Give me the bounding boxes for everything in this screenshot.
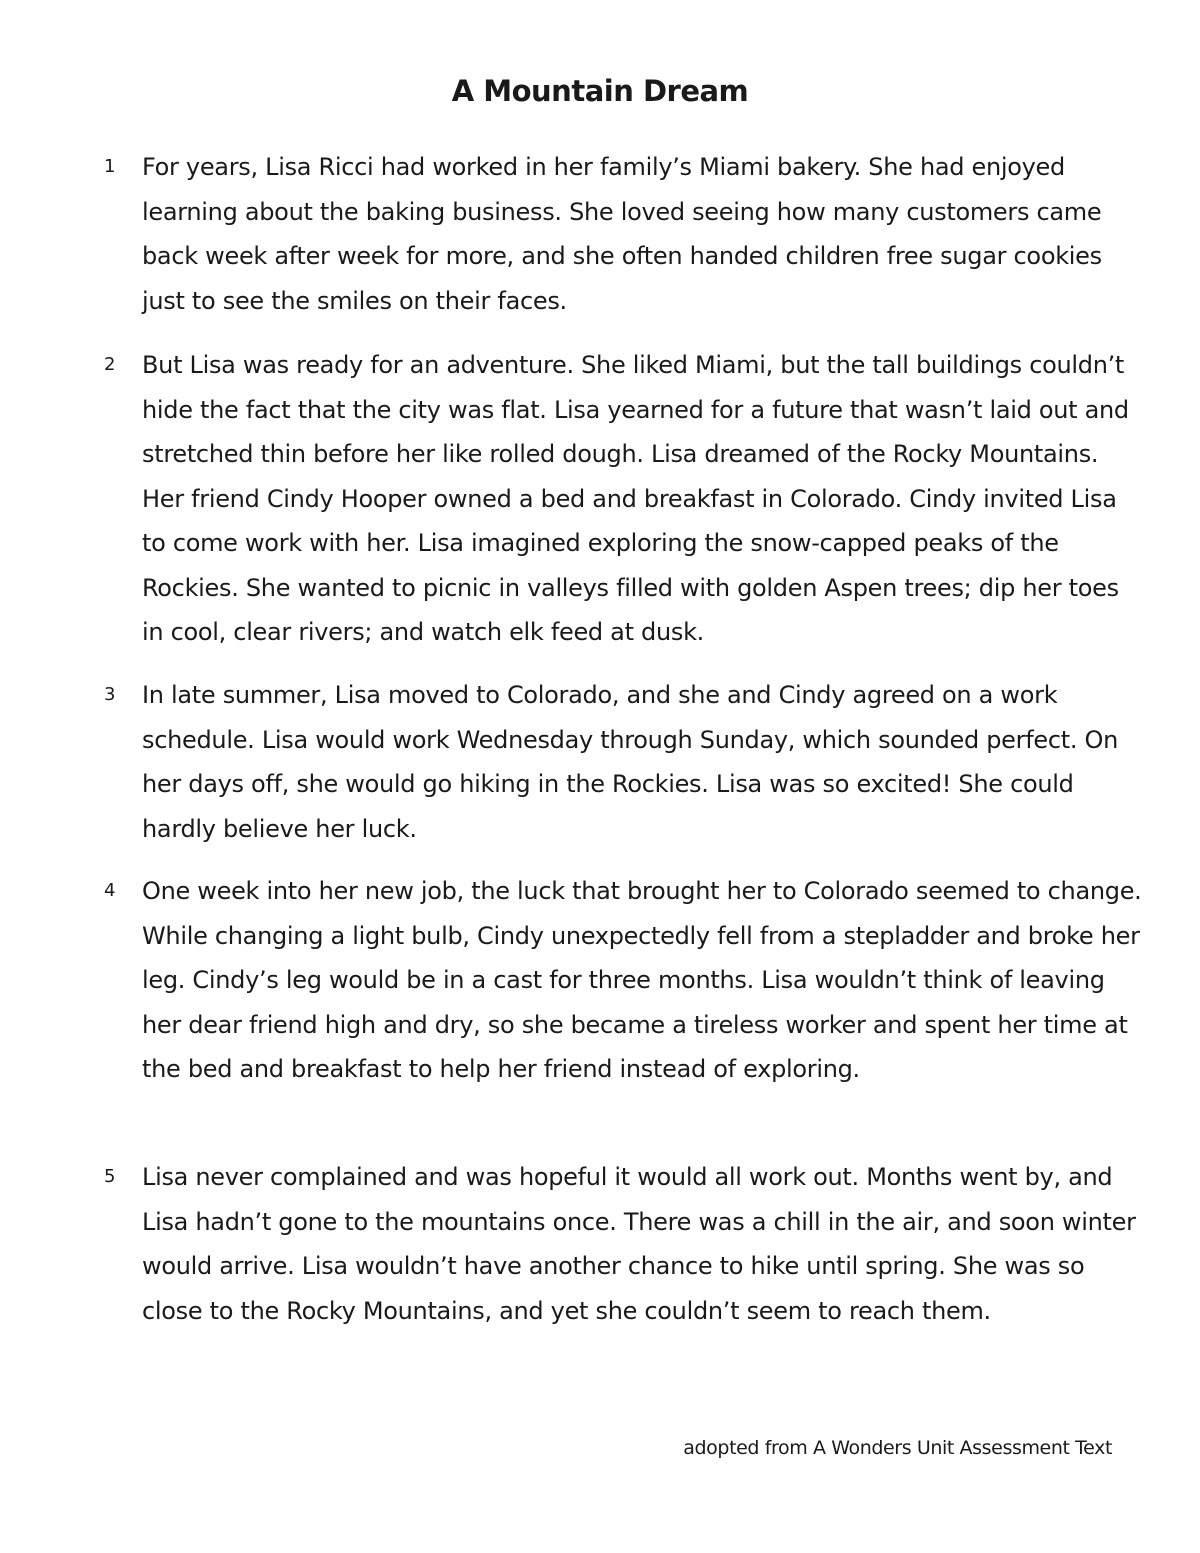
paragraph-number: 4: [104, 880, 116, 901]
paragraph-1: [104, 145, 1142, 323]
paragraph-number: 5: [104, 1166, 116, 1187]
paragraph-text: In late summer, Lisa moved to Colorado, and she and Cindy agreed on a work schedule. Lisa would work Wednesday through Sunday, which sounded perfect. On her days off, she would go hiking in the Rockies. Lisa was so excited! She could hardly believe her luck.: [142, 681, 1118, 843]
paragraph-number: 2: [104, 354, 116, 375]
paragraph-text: But Lisa was ready for an adventure. She liked Miami, but the tall buildings couldn’t hide the fact that the city was flat. Lisa yearned for a future that wasn’t laid out and stretched thin before her like rolled dough. Lisa dreamed of the Rocky Mountains. Her friend Cindy Hooper owned a bed and breakfast in Colorado. Cindy invited Lisa to come work with her. Lisa imagined exploring the snow-capped peaks of the Rockies. She wanted to picnic in valleys filled with golden Aspen trees; dip her toes in cool, clear rivers; and watch elk feed at dusk.: [142, 351, 1129, 646]
paragraph-4: [104, 869, 1142, 1092]
paragraph-number: 3: [104, 684, 116, 705]
paragraph-2: [104, 343, 1142, 655]
source-attribution: adopted from A Wonders Unit Assessment Text: [683, 1437, 1112, 1459]
paragraph-text: Lisa never complained and was hopeful it would all work out. Months went by, and Lisa hadn’t gone to the mountains once. There was a chill in the air, and soon winter would arrive. Lisa wouldn’t have another chance to hike until spring. She was so close to the Rocky Mountains, and yet she couldn’t seem to reach them.: [142, 1163, 1136, 1325]
paragraph-number: 1: [104, 156, 116, 177]
paragraph-5: [104, 1155, 1142, 1333]
paragraph-text: One week into her new job, the luck that brought her to Colorado seemed to change. While changing a light bulb, Cindy unexpectedly fell from a stepladder and broke her leg. Cindy’s leg would be in a cast for three months. Lisa wouldn’t think of leaving her dear friend high and dry, so she became a tireless worker and spent her time at the bed and breakfast to help her friend instead of exploring.: [142, 877, 1142, 1083]
paragraph-text: For years, Lisa Ricci had worked in her family’s Miami bakery. She had enjoyed learning about the baking business. She loved seeing how many customers came back week after week for more, and she often handed children free sugar cookies just to see the smiles on their faces.: [142, 153, 1102, 315]
document-title: A Mountain Dream: [451, 74, 749, 108]
paragraph-3: [104, 673, 1142, 851]
